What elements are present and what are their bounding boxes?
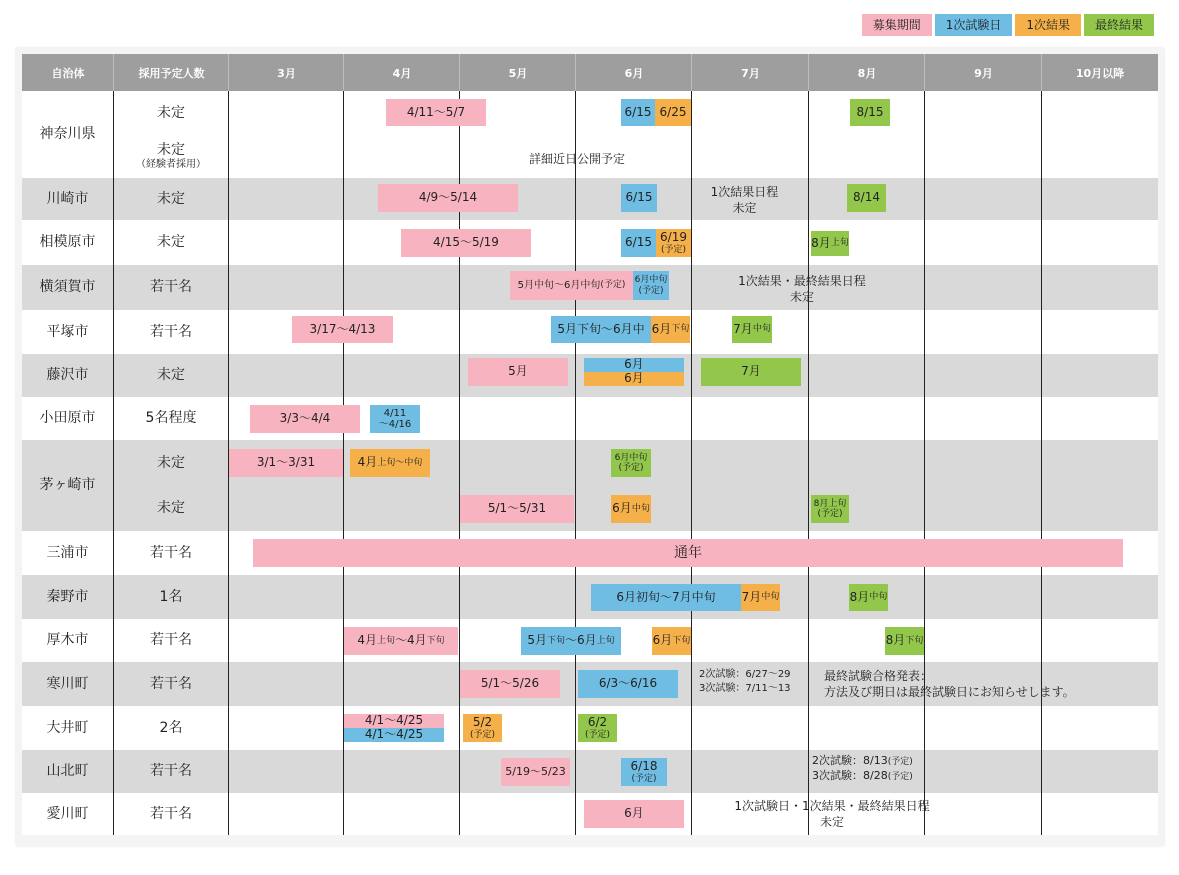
first-exam-bar: 6/3〜6/16 bbox=[578, 670, 678, 698]
bar-text-sub: 下旬 bbox=[905, 635, 924, 646]
bar-text: 7月 bbox=[733, 321, 753, 336]
final-result-bar bbox=[611, 449, 651, 477]
bar-text-sub: 中旬 bbox=[869, 592, 888, 603]
column-divider bbox=[691, 54, 692, 835]
planned-count: 5名程度 bbox=[145, 410, 197, 427]
municipality-name: 藤沢市 bbox=[46, 367, 89, 384]
bar-text: 〜4月 bbox=[395, 633, 427, 648]
planned-count: 未定 bbox=[157, 454, 185, 471]
first-exam-bar: 6月初旬〜7月中旬 bbox=[591, 584, 741, 611]
bar-text-sub: (予定) bbox=[638, 285, 664, 296]
first-exam-result-bar bbox=[611, 495, 651, 523]
planned-count: 若干名 bbox=[150, 544, 192, 561]
planned-count: 若干名 bbox=[150, 675, 192, 692]
schedule-note bbox=[824, 668, 1075, 700]
final-result-bar: 8/15 bbox=[850, 99, 890, 126]
recruitment-bar bbox=[344, 627, 458, 655]
final-result-bar bbox=[811, 495, 849, 523]
header-divider bbox=[1041, 54, 1042, 91]
schedule-note-line bbox=[812, 769, 913, 784]
recruitment-bar: 5/1〜5/26 bbox=[460, 670, 560, 698]
bar-text: 6/18 bbox=[630, 758, 658, 773]
first-result-bar bbox=[652, 627, 691, 655]
bar-text: 8月 bbox=[811, 235, 831, 250]
municipality-name: 神奈川県 bbox=[39, 126, 96, 143]
schedule-note-text: 2次試験：8/13 bbox=[812, 754, 888, 767]
bar-text: 4月 bbox=[357, 455, 378, 470]
schedule-note-line: 最終試験合格発表： bbox=[824, 669, 933, 683]
first-exam-bar: 6/15 bbox=[621, 229, 656, 257]
schedule-note-line: 1次結果日程 bbox=[710, 185, 779, 199]
recruitment-bar: 通年 bbox=[253, 539, 1123, 567]
column-divider bbox=[924, 54, 925, 835]
first-exam-bar bbox=[521, 627, 621, 655]
recruitment-bar: 4/15〜5/19 bbox=[401, 229, 531, 257]
final-result-bar: 7月 bbox=[701, 358, 801, 386]
bar-text-sub: 中旬 bbox=[752, 324, 771, 335]
schedule-note bbox=[712, 273, 892, 305]
recruitment-bar: 6月 bbox=[584, 800, 684, 828]
schedule-table bbox=[22, 54, 1158, 835]
schedule-note-line: 未定 bbox=[819, 815, 844, 830]
first-result-bar: 6/25 bbox=[655, 99, 691, 126]
bar-text: 5月中旬〜6月中旬 bbox=[517, 279, 601, 291]
recruitment-bar: 4/11〜5/7 bbox=[386, 99, 486, 126]
bar-text: 8月上旬 bbox=[813, 498, 847, 509]
first-exam-bar: 4/1〜4/25 bbox=[344, 728, 444, 742]
first-exam-bar bbox=[621, 758, 667, 786]
bar-text: 8月 bbox=[849, 589, 870, 604]
first-result-bar bbox=[656, 229, 691, 257]
municipality-name: 川崎市 bbox=[46, 190, 89, 207]
bar-text: 8月 bbox=[885, 633, 906, 648]
planned-count: 未定 bbox=[157, 104, 185, 121]
schedule-note: 詳細近日公開予定 bbox=[528, 152, 625, 166]
first-exam-bar bbox=[370, 405, 420, 433]
recruitment-bar: 5月 bbox=[468, 358, 568, 386]
bar-text: 6/19 bbox=[660, 229, 687, 244]
bar-text: 7月 bbox=[741, 589, 762, 604]
recruitment-bar: 4/1〜4/25 bbox=[344, 714, 444, 728]
header-divider bbox=[924, 54, 925, 91]
header-month-6: 6月 bbox=[576, 54, 692, 91]
header-divider bbox=[459, 54, 460, 91]
header-divider bbox=[691, 54, 692, 91]
schedule-note-sub: (予定) bbox=[887, 771, 913, 782]
bar-text-sub: (予定) bbox=[600, 280, 626, 291]
first-exam-result-bar bbox=[350, 449, 430, 477]
municipality-name: 山北町 bbox=[46, 763, 89, 780]
legend-final-result: 最終結果 bbox=[1084, 14, 1154, 36]
bar-text-sub: 下旬 bbox=[426, 635, 445, 646]
header-planned: 採用予定人数 bbox=[114, 54, 229, 91]
column-divider bbox=[575, 54, 576, 835]
bar-text: 4月 bbox=[357, 633, 377, 648]
recruitment-bar: 4/9〜5/14 bbox=[378, 184, 518, 212]
schedule-note bbox=[692, 184, 797, 216]
planned-count-value: 未定 bbox=[157, 142, 185, 159]
planned-count: 若干名 bbox=[150, 279, 192, 296]
first-result-bar bbox=[651, 316, 690, 343]
bar-text-sub: 下旬 bbox=[546, 635, 565, 646]
final-result-bar bbox=[732, 316, 772, 343]
schedule-note-sub: (予定) bbox=[887, 757, 913, 767]
schedule-note bbox=[699, 668, 791, 695]
planned-count: 2名 bbox=[159, 719, 183, 736]
recruitment-bar bbox=[510, 271, 633, 300]
planned-count: 未定 bbox=[157, 367, 185, 384]
first-exam-bar: 6/15 bbox=[621, 184, 657, 212]
municipality-name: 平塚市 bbox=[46, 323, 89, 340]
bar-text: 6月中旬 bbox=[634, 275, 668, 286]
bar-text-sub: (予定) bbox=[817, 509, 843, 519]
header-divider bbox=[343, 54, 344, 91]
header-month-5: 5月 bbox=[460, 54, 576, 91]
planned-count: 未定 bbox=[157, 190, 185, 207]
municipality-name: 秦野市 bbox=[46, 588, 89, 605]
header-municipality: 自治体 bbox=[22, 54, 114, 91]
recruitment-bar: 3/3〜4/4 bbox=[250, 405, 360, 433]
header-month-7: 7月 bbox=[692, 54, 809, 91]
header-month-3: 3月 bbox=[229, 54, 344, 91]
bar-text: 6月中旬 bbox=[614, 452, 648, 463]
first-result-bar bbox=[463, 714, 502, 742]
column-divider bbox=[459, 54, 460, 835]
header-month-9: 9月 bbox=[925, 54, 1042, 91]
bar-text-sub: 中旬 bbox=[761, 592, 780, 603]
planned-count: 若干名 bbox=[150, 323, 192, 340]
planned-count: 若干名 bbox=[150, 632, 192, 649]
schedule-note-line: 未定 bbox=[789, 290, 814, 305]
municipality-name: 厚木市 bbox=[46, 632, 89, 649]
legend-first-result: 1次結果 bbox=[1015, 14, 1081, 36]
legend-recruitment: 募集期間 bbox=[862, 14, 932, 36]
bar-text-sub: 上旬 bbox=[376, 635, 395, 646]
bar-text-sub: 中旬 bbox=[631, 503, 650, 514]
municipality-name: 大井町 bbox=[46, 719, 89, 736]
municipality-name: 三浦市 bbox=[46, 544, 89, 561]
bar-text-sub: 上旬 bbox=[830, 238, 849, 249]
column-divider bbox=[228, 54, 229, 835]
municipality-name: 茅ヶ崎市 bbox=[39, 477, 96, 494]
final-result-bar bbox=[849, 584, 888, 611]
municipality-name: 横須賀市 bbox=[39, 279, 96, 296]
planned-count: 未定 bbox=[157, 500, 185, 517]
header-divider bbox=[113, 54, 114, 91]
schedule-note-text: 3次試験：8/28 bbox=[812, 768, 888, 782]
bar-text-sub: (予定) bbox=[584, 729, 611, 740]
schedule-note-line: 1次試験日・1次結果・最終結果日程 bbox=[734, 799, 930, 813]
bar-text: 6月 bbox=[612, 501, 632, 516]
schedule-note bbox=[717, 798, 947, 830]
bar-text-sub: (予定) bbox=[660, 244, 687, 255]
schedule-note-line: 1次結果・最終結果日程 bbox=[738, 274, 866, 288]
bar-text: 5月 bbox=[527, 633, 547, 648]
recruitment-bar: 3/1〜3/31 bbox=[229, 449, 343, 477]
first-result-bar: 6月 bbox=[584, 372, 684, 386]
bar-text: 5/2 bbox=[472, 714, 493, 729]
recruitment-bar: 5/19〜5/23 bbox=[501, 758, 570, 786]
planned-count: 1名 bbox=[159, 588, 183, 605]
schedule-note bbox=[812, 754, 913, 784]
municipality-name: 相模原市 bbox=[39, 234, 96, 251]
header-divider bbox=[228, 54, 229, 91]
header-divider bbox=[808, 54, 809, 91]
planned-count: 若干名 bbox=[150, 763, 192, 780]
bar-text-sub: 上旬〜中旬 bbox=[377, 457, 423, 468]
legend-first-exam: 1次試験日 bbox=[935, 14, 1013, 36]
header-month-10: 10月以降 bbox=[1042, 54, 1158, 91]
first-exam-bar: 5月下旬〜6月中 bbox=[551, 316, 651, 343]
header-divider bbox=[575, 54, 576, 91]
recruitment-bar: 5/1〜5/31 bbox=[460, 495, 574, 523]
bar-text-sub: (予定) bbox=[469, 729, 496, 740]
column-divider bbox=[808, 54, 809, 835]
municipality-name: 愛川町 bbox=[46, 805, 89, 822]
bar-text: 6月 bbox=[651, 321, 672, 336]
planned-count: 未定 bbox=[157, 234, 185, 251]
bar-text: 4/11 bbox=[383, 407, 407, 419]
schedule-note-line bbox=[812, 754, 913, 769]
first-exam-bar: 6月 bbox=[584, 358, 684, 372]
first-exam-bar: 6/15 bbox=[621, 99, 655, 126]
bar-text: 6/2 bbox=[587, 714, 608, 729]
column-divider bbox=[1041, 54, 1042, 835]
final-result-bar: 8/14 bbox=[847, 184, 886, 212]
municipality-name: 小田原市 bbox=[39, 410, 96, 427]
planned-count: 若干名 bbox=[150, 805, 192, 822]
final-result-bar bbox=[578, 714, 617, 742]
schedule-note-line: 方法及び期日は最終試験日にお知らせします。 bbox=[824, 685, 1075, 700]
header-month-4: 4月 bbox=[344, 54, 460, 91]
first-result-bar bbox=[741, 584, 780, 611]
legend bbox=[862, 14, 1154, 36]
bar-text-sub: (予定) bbox=[618, 463, 644, 473]
schedule-note-line: 2次試験：6/27〜29 bbox=[699, 669, 791, 680]
bar-text-sub: 上旬 bbox=[596, 635, 615, 646]
planned-count bbox=[114, 135, 228, 178]
final-result-bar bbox=[811, 231, 849, 256]
bar-text-sub: 〜4/16 bbox=[378, 419, 412, 430]
bar-text: 〜6月 bbox=[565, 633, 597, 648]
schedule-note-line: 3次試験：7/11〜13 bbox=[699, 682, 791, 694]
bar-text-sub: (予定) bbox=[631, 773, 657, 784]
planned-count-sub: （経験者採用） bbox=[136, 158, 206, 170]
header-month-8: 8月 bbox=[809, 54, 925, 91]
bar-text-sub: 下旬 bbox=[672, 635, 691, 646]
final-result-bar bbox=[885, 627, 924, 655]
schedule-note-line: 未定 bbox=[732, 201, 757, 216]
bar-text: 6月 bbox=[652, 633, 673, 648]
bar-text-sub: 下旬 bbox=[671, 324, 690, 335]
first-exam-bar bbox=[633, 271, 669, 300]
recruitment-bar: 3/17〜4/13 bbox=[292, 316, 393, 343]
municipality-name: 寒川町 bbox=[46, 675, 89, 692]
